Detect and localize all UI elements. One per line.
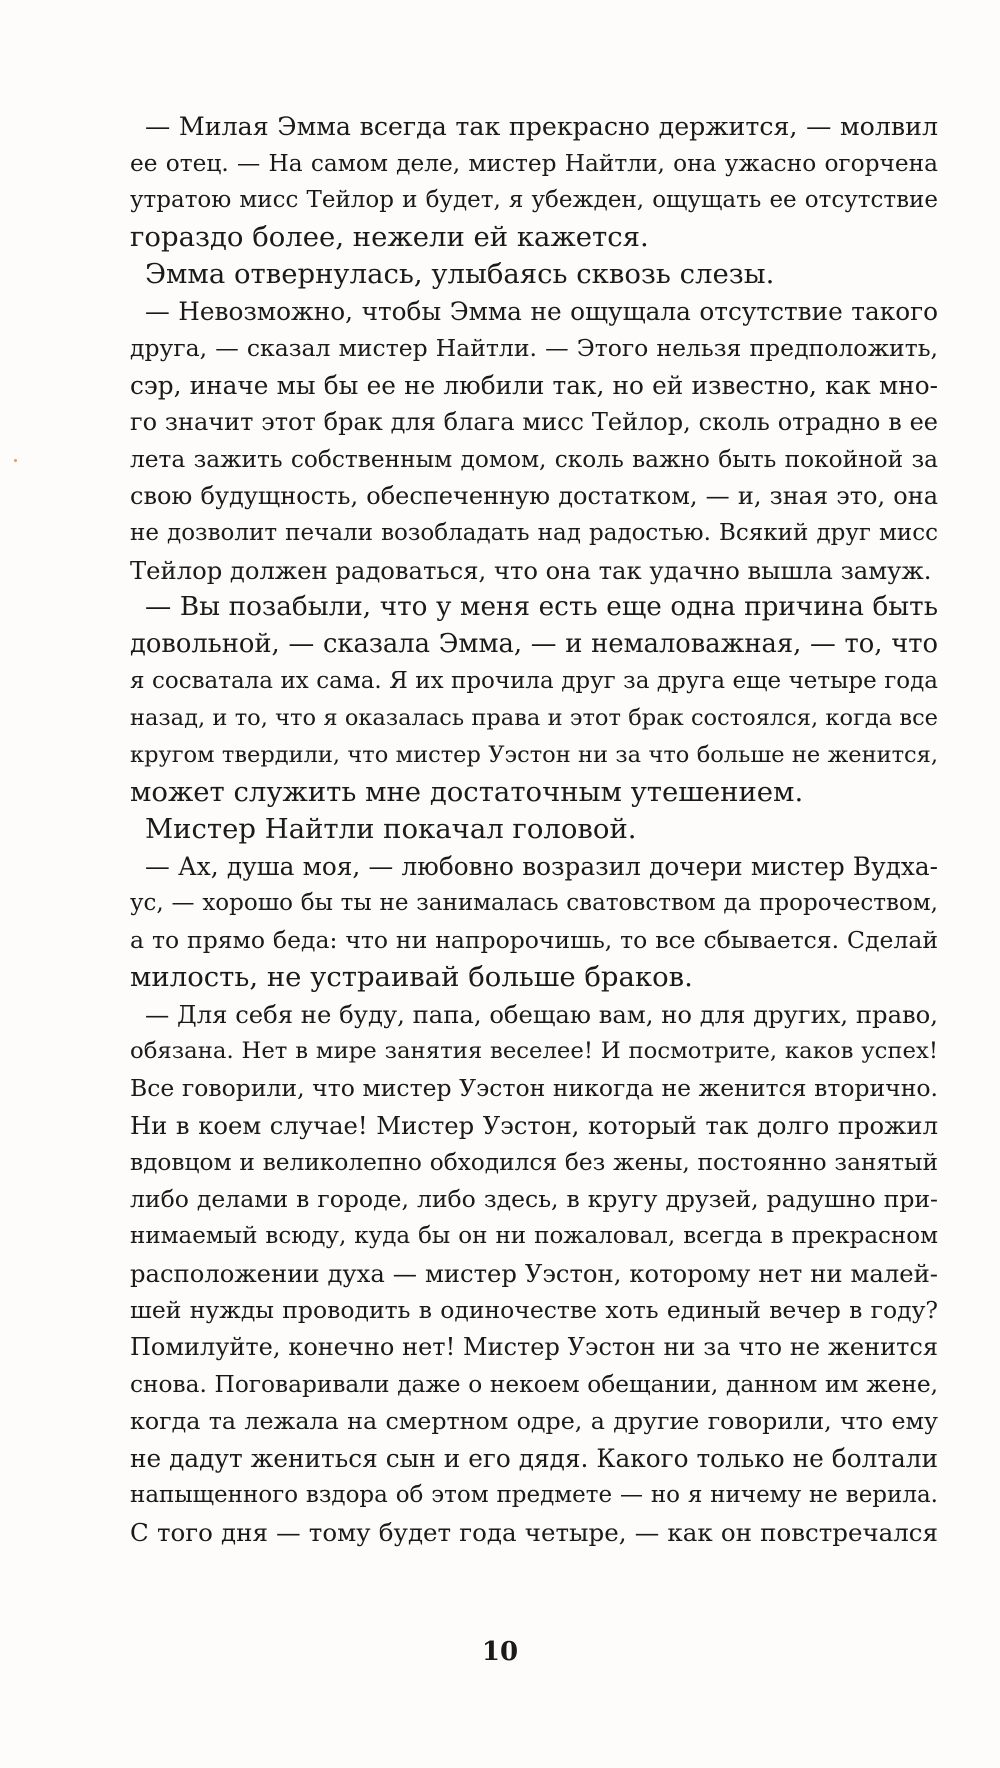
text-line: С того дня — тому будет года четыре, — как он повстречался <box>130 1518 938 1547</box>
text-line: гораздо более, нежели ей кажется. <box>130 221 649 253</box>
text-line: не дозволит печали возобладать над радостью. Всякий друг мисс <box>130 520 938 546</box>
text-line: утратою мисс Тейлор и будет, я убежден, ощущать ее отсутствие <box>130 187 938 213</box>
body-text <box>130 108 938 1551</box>
paper-speck <box>14 459 17 462</box>
text-line: расположении духа — мистер Уэстон, которому нет ни малей- <box>130 1259 938 1288</box>
text-line: — Для себя не буду, папа, обещаю вам, но для других, право, <box>145 1000 938 1029</box>
text-line: Ни в коем случае! Мистер Уэстон, который так долго прожил <box>130 1111 938 1140</box>
text-line: — Невозможно, чтобы Эмма не ощущала отсутствие такого <box>145 297 938 326</box>
text-line: Помилуйте, конечно нет! Мистер Уэстон ни за что не женится <box>130 1333 938 1361</box>
text-line: друга, — сказал мистер Найтли. — Этого нельзя предположить, <box>130 334 938 362</box>
text-line: нимаемый всюду, куда бы он ни пожаловал, всегда в прекрасном <box>130 1223 938 1249</box>
text-line: Тейлор должен радоваться, что она так удачно вышла замуж. <box>130 556 932 585</box>
text-line: ее отец. — На самом деле, мистер Найтли, она ужасно огорчена <box>130 150 938 177</box>
text-line: Все говорили, что мистер Уэстон никогда не женится вторично. <box>130 1074 938 1102</box>
text-line: обязана. Нет в мире занятия веселее! И посмотрите, каков успех! <box>130 1038 938 1064</box>
text-line: не дадут жениться сын и его дядя. Какого только не болтали <box>130 1444 938 1473</box>
text-line: вдовцом и великолепно обходился без жены, постоянно занятый <box>130 1149 938 1176</box>
text-line: может служить мне достаточным утешением. <box>130 776 804 808</box>
text-line: а то прямо беда: что ни напророчишь, то все сбывается. Сделай <box>130 926 938 954</box>
text-line: снова. Поговаривали даже о некоем обещании, данном им жене, <box>130 1371 938 1398</box>
text-line: Эмма отвернулась, улыбаясь сквозь слезы. <box>145 258 775 290</box>
text-line: напыщенного вздора об этом предмете — но я ничему не верила. <box>130 1482 938 1508</box>
text-line: шей нужды проводить в одиночестве хоть единый вечер в году? <box>130 1296 938 1324</box>
text-line: лета зажить собственным домом, сколь важно быть покойной за <box>130 446 938 473</box>
text-line: — Вы позабыли, что у меня есть еще одна причина быть <box>145 592 938 622</box>
text-line: го значит этот брак для блага мисс Тейлор, сколь отрадно в ее <box>130 408 938 436</box>
text-line: ус, — хорошо бы ты не занималась сватовством да пророчеством, <box>130 890 938 916</box>
text-line: назад, и то, что я оказалась права и этот брак состоялся, когда все <box>130 705 938 731</box>
text-line: свою будущность, обеспеченную достатком, — и, зная это, она <box>130 482 938 510</box>
text-line: — Милая Эмма всегда так прекрасно держится, — молвил <box>145 112 938 141</box>
text-line: либо делами в городе, либо здесь, в кругу друзей, радушно при- <box>130 1185 938 1213</box>
text-line: милость, не устраивай больше браков. <box>130 961 693 993</box>
text-line: сэр, иначе мы бы ее не любили так, но ей известно, как мно- <box>130 371 938 400</box>
text-line: Мистер Найтли покачал головой. <box>145 813 637 845</box>
text-line: — Ах, душа моя, — любовно возразил дочери мистер Вудха- <box>145 852 938 881</box>
text-line: довольной, — сказала Эмма, — и немаловажная, — то, что <box>130 629 938 659</box>
page-number: 10 <box>481 1637 519 1667</box>
text-line: когда та лежала на смертном одре, а другие говорили, что ему <box>130 1407 938 1435</box>
text-line: я сосватала их сама. Я их прочила друг за друга еще четыре года <box>130 668 938 694</box>
text-line: кругом твердили, что мистер Уэстон ни за что больше не женится, <box>130 742 938 768</box>
